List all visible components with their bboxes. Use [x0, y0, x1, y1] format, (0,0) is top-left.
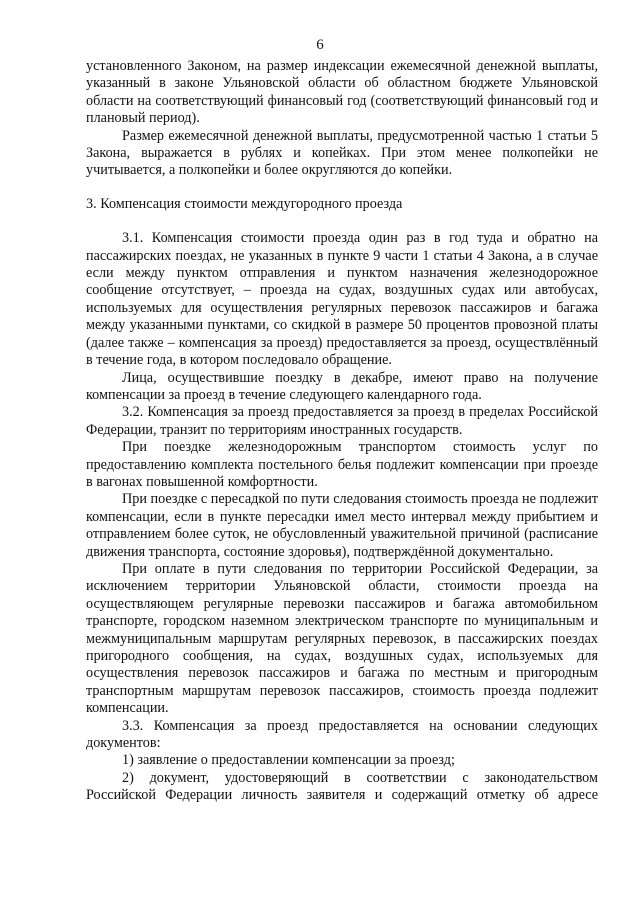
list-item-2: 2) документ, удостоверяющий в соответствии с законодательством Российской Федерации личность заявителя и содержащий отметку об адресе [86, 769, 598, 804]
paragraph-bed-linen: При поездке железнодорожным транспортом стоимость услуг по предоставлению комплекта постельного белья подлежит компенсации при проезде в вагонах повышенной комфортности. [86, 439, 598, 490]
list-item-1: 1) заявление о предоставлении компенсации за проезд; [122, 752, 455, 769]
paragraph-continuation: установленного Законом, на размер индексации ежемесячной денежной выплаты, указанный в законе Ульяновской области об областном бюджете Ульяновской области на соответствующий финансовый год (соответствующий финансовый год и плановый период). [86, 58, 598, 127]
paragraph-december-trips: Лица, осуществившие поездку в декабре, имеют право на получение компенсации за проезд в течение следующего календарного года. [86, 369, 598, 403]
document-body [86, 58, 598, 805]
paragraph-payment-rounding: Размер ежемесячной денежной выплаты, предусмотренной частью 1 статьи 5 Закона, выражается в рублях и копейках. При этом менее полкопейки не учитывается, а полкопейки и более округляются до копейки. [86, 127, 598, 179]
section-heading: 3. Компенсация стоимости междугородного проезда [86, 195, 403, 212]
paragraph-3-2: 3.2. Компенсация за проезд предоставляется за проезд в пределах Российской Федерации, транзит по территориям иностранных государств. [86, 404, 598, 438]
paragraph-local-transport: При оплате в пути следования по территории Российской Федерации, за исключением территории Ульяновской области, стоимости проезда на осуществляющем регулярные перевозки пассажиров и багажа автомобильном транспорте, городском наземном электрическом транспорте по муниципальным и межмуниципальным маршрутам регулярных перевозок, в пассажирских поездах пригородного сообщения, на судах, воздушных судах, используемых для осуществления перевозок пассажиров и багажа по местным и пригородным транспортным маршрутам перевозок пассажиров, стоимость проезда подлежит компенсации. [86, 560, 598, 717]
page-number: 6 [316, 37, 324, 53]
paragraph-transfer: При поездке с пересадкой по пути следования стоимость проезда не подлежит компенсации, если в пункте пересадки имел место интервал между прибытием и отправлением более суток, не обусловленный уважительной причиной (расписание движения транспорта, состояние здоровья), подтверждённой документально. [86, 491, 598, 560]
paragraph-3-3: 3.3. Компенсация за проезд предоставляется на основании следующих документов: [86, 717, 598, 752]
paragraph-3-1: 3.1. Компенсация стоимости проезда один раз в год туда и обратно на пассажирских поездах, не указанных в пункте 9 части 1 статьи 4 Закона, а в случае если между пунктом отправления и пунктом назначения железнодорожное сообщение отсутствует, – проезда на судах, воздушных судах или автобусах, используемых для осуществления регулярных перевозок пассажиров и багажа между указанными пунктами, со скидкой в размере 50 процентов провозной платы (далее также – компенсация за проезд) предоставляется за проезд, осуществлённый в течение года, в котором последовало обращение. [86, 230, 598, 369]
